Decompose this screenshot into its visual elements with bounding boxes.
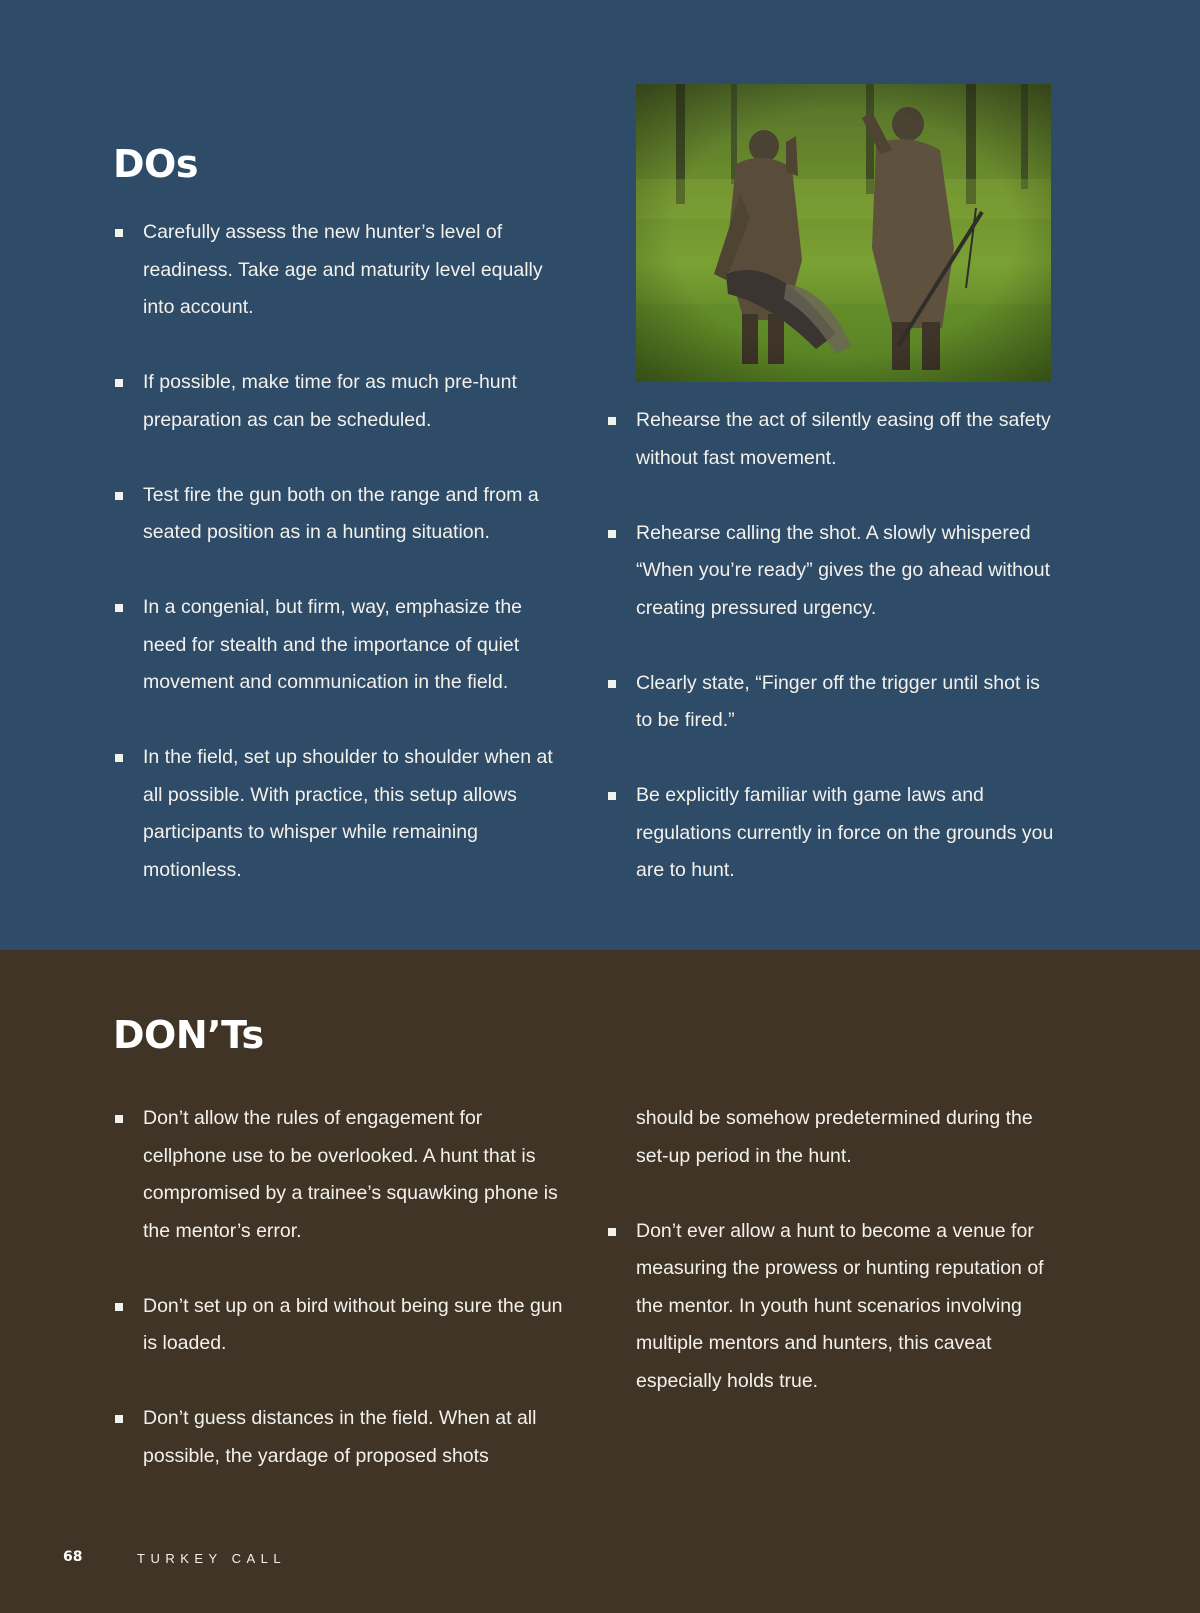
list-item bbox=[113, 1400, 563, 1475]
dos-left-column bbox=[113, 214, 563, 927]
donts-left-list bbox=[113, 1100, 563, 1475]
square-bullet-icon bbox=[115, 1415, 123, 1423]
square-bullet-icon bbox=[115, 1115, 123, 1123]
list-item-text: Don’t guess distances in the field. When at all possible, the yardage of proposed shots bbox=[143, 1407, 537, 1467]
donts-left-column bbox=[113, 1100, 563, 1513]
list-item bbox=[113, 589, 563, 702]
square-bullet-icon bbox=[608, 1228, 616, 1236]
list-item-text: In the field, set up shoulder to shoulder when at all possible. With practice, this setup allows participants to whisper while remaining motionless. bbox=[143, 746, 553, 881]
list-item bbox=[113, 1288, 563, 1363]
dos-heading: DOs bbox=[113, 142, 198, 186]
list-item-text: Don’t allow the rules of engagement for cellphone use to be overlooked. A hunt that is compromised by a trainee’s squawking phone is the mentor’s error. bbox=[143, 1107, 558, 1242]
square-bullet-icon bbox=[608, 680, 616, 688]
list-item bbox=[606, 665, 1056, 740]
list-item bbox=[113, 1100, 563, 1250]
list-item-text: Don’t ever allow a hunt to become a venue for measuring the prowess or hunting reputation of the mentor. In youth hunt scenarios involving multiple mentors and hunters, this caveat especially holds true. bbox=[636, 1219, 1044, 1392]
list-item bbox=[113, 214, 563, 327]
list-item bbox=[606, 402, 1056, 477]
list-item bbox=[113, 364, 563, 439]
square-bullet-icon bbox=[608, 530, 616, 538]
dos-right-list bbox=[606, 402, 1056, 890]
donts-right-column bbox=[606, 1100, 1056, 1438]
list-item bbox=[606, 1213, 1056, 1401]
donts-right-list bbox=[606, 1100, 1056, 1400]
list-item-text: Carefully assess the new hunter’s level of readiness. Take age and maturity level equally into account. bbox=[143, 221, 543, 318]
donts-heading: DON’Ts bbox=[113, 1013, 264, 1057]
list-item-text: should be somehow predetermined during the set-up period in the hunt. bbox=[636, 1107, 1033, 1167]
list-item-text: Rehearse the act of silently easing off the safety without fast movement. bbox=[636, 409, 1051, 469]
list-item-text: In a congenial, but firm, way, emphasize the need for stealth and the importance of quiet movement and communication in the field. bbox=[143, 596, 523, 693]
list-item-text: If possible, make time for as much pre-hunt preparation as can be scheduled. bbox=[143, 371, 517, 431]
list-item-text: Test fire the gun both on the range and from a seated position as in a hunting situation. bbox=[143, 483, 539, 543]
hunters-photo-illustration bbox=[636, 84, 1051, 382]
square-bullet-icon bbox=[608, 417, 616, 425]
page-number: 68 bbox=[63, 1549, 83, 1565]
square-bullet-icon bbox=[115, 492, 123, 500]
list-item bbox=[606, 777, 1056, 890]
square-bullet-icon bbox=[608, 792, 616, 800]
square-bullet-icon bbox=[115, 379, 123, 387]
square-bullet-icon bbox=[115, 754, 123, 762]
dos-left-list bbox=[113, 214, 563, 889]
list-item-text: Clearly state, “Finger off the trigger until shot is to be fired.” bbox=[636, 671, 1040, 731]
magazine-title: TURKEY CALL bbox=[137, 1551, 287, 1566]
square-bullet-icon bbox=[115, 604, 123, 612]
list-item-continuation bbox=[606, 1100, 1056, 1175]
square-bullet-icon bbox=[115, 229, 123, 237]
list-item-text: Be explicitly familiar with game laws and regulations currently in force on the grounds you are to hunt. bbox=[636, 784, 1054, 881]
list-item-text: Don’t set up on a bird without being sure the gun is loaded. bbox=[143, 1294, 563, 1354]
list-item bbox=[113, 477, 563, 552]
list-item-text: Rehearse calling the shot. A slowly whispered “When you’re ready” gives the go ahead without creating pressured urgency. bbox=[636, 521, 1051, 619]
list-item bbox=[113, 739, 563, 889]
dos-right-column bbox=[606, 402, 1056, 927]
list-item bbox=[606, 515, 1056, 628]
square-bullet-icon bbox=[115, 1303, 123, 1311]
hunters-photo bbox=[636, 84, 1051, 382]
